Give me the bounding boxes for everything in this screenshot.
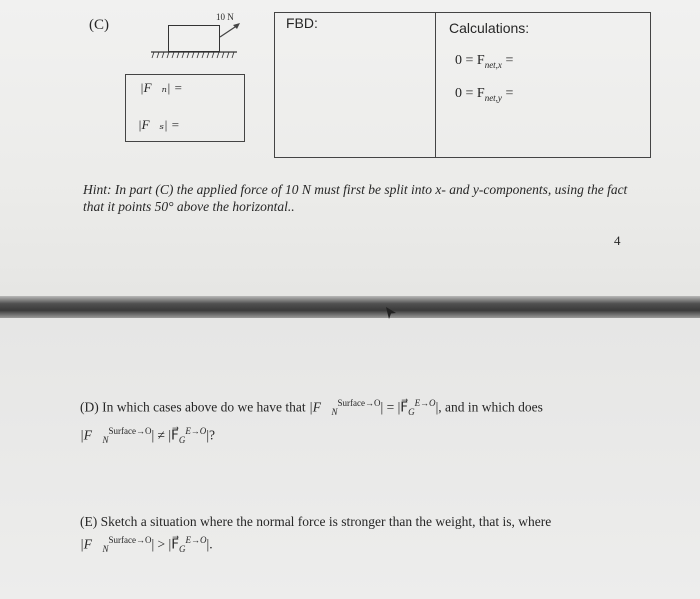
mouse-cursor-icon: [385, 306, 397, 320]
normal-force-label: |F⃗ₙ| =: [140, 80, 183, 95]
ground-hatching-icon: [151, 51, 237, 59]
page-divider: [0, 296, 700, 318]
fbd-calculations-divider: [435, 12, 436, 158]
part-c-label: (C): [89, 17, 109, 33]
calculations-title: Calculations:: [449, 20, 530, 36]
question-d: (D) In which cases above do we have that $|F⃗_N^{Surface\to O}|$ = $|F⃗_G^{E\to O}|$, and in which does $|F⃗_N^{Surface\to O}|$ ≠ $|F⃗_G^{E\to O}|$?: [80, 398, 543, 446]
applied-force-label: 10 N: [216, 12, 234, 22]
question-e: (E) Sketch a situation where the normal force is stronger than the weight, that is, where $|F⃗_N^{Surface\to O}|$ > $|F⃗_G^{E\to O}|$.: [80, 514, 552, 555]
block-diagram: [168, 25, 220, 52]
equation-net-y: $0 = F_{net,y}$ =: [455, 86, 514, 103]
fbd-title: FBD:: [286, 15, 318, 31]
equation-net-x: $0 = F_{net,x}$ =: [455, 53, 514, 70]
page-number: 4: [614, 233, 621, 248]
hint-text: Hint: In part (C) the applied force of 10 N must first be split into x- and y-components, using the fact that it points 50° above the horizontal..: [83, 182, 628, 214]
static-friction-label: |F⃗ₛ| =: [138, 117, 180, 132]
applied-force-arrow-icon: [218, 21, 244, 39]
